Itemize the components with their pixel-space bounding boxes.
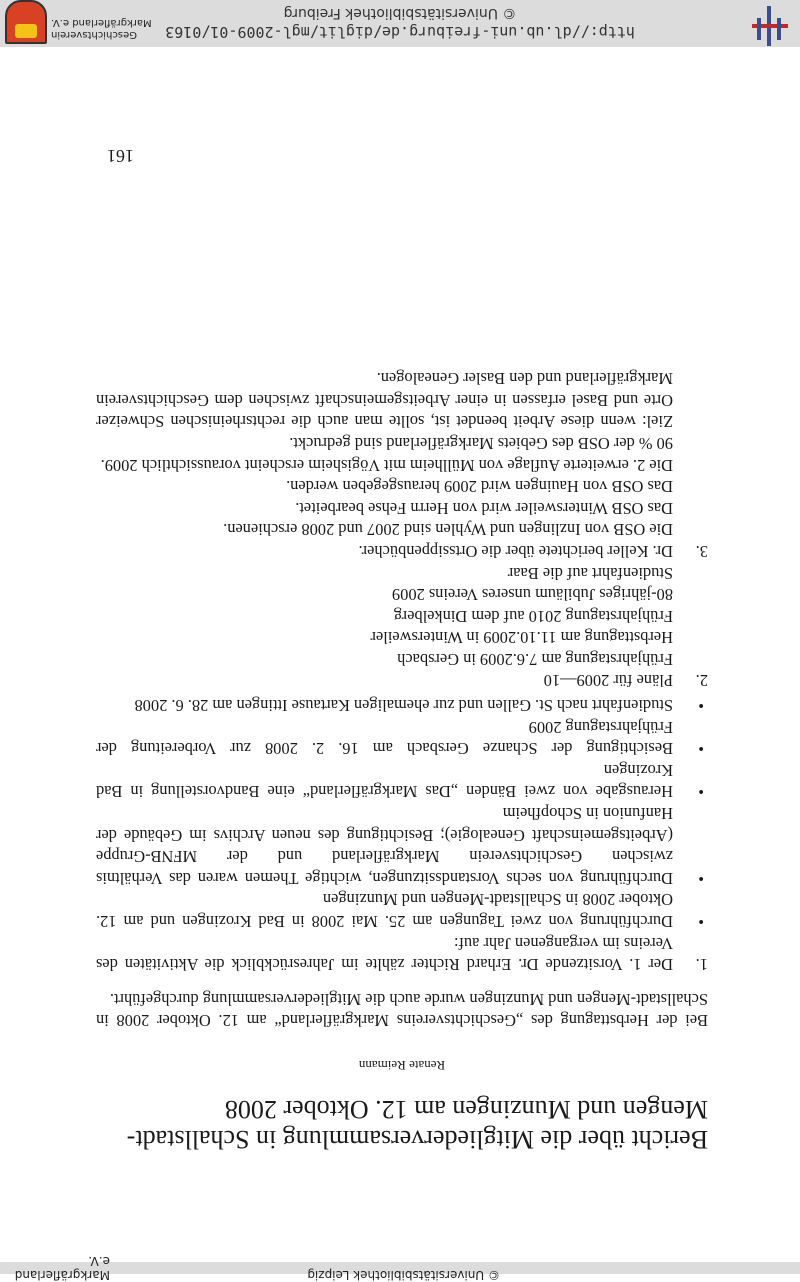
list-item: • Besichtigung der Schanze Gersbach am 16. 2. 2008 zur Vorbereitung der Frühjahrstagung 2009 (96, 716, 708, 759)
footer-society-text: Markgräflerland e.V. (14, 1254, 110, 1282)
society-name-line1: Geschichtsverein (51, 29, 137, 40)
agenda-number: 3. (695, 541, 708, 561)
library-credit: © Universitätsbibliothek Freiburg (283, 5, 517, 21)
document-link[interactable]: http://dl.ub.uni-freiburg.de/diglit/mgl-2009-01/0163 (165, 23, 635, 41)
list-item: Das OSB Wintersweiler wird von Herrn Fehse bearbeitet. (295, 498, 673, 518)
list-item: • Herausgabe von zwei Bänden „Das Markgräflerland“ eine Bandvorstellung in Bad Krozingen (96, 759, 708, 802)
footer-stamp-bar (0, 1254, 800, 1282)
activity-list (96, 695, 708, 933)
article-author: Renate Reimann (358, 1058, 446, 1073)
article (96, 368, 708, 1154)
agenda-text: Der 1. Vorsitzende Dr. Erhard Richter zählte im Jahresrückblick die Aktivitäten des Vereins im vergangenen Jahr auf: (96, 933, 673, 975)
agenda-text: Pläne für 2009—10 (543, 671, 673, 691)
crest-logo-icon (5, 0, 47, 44)
list-item: Frühjahrstagung am 7.6.2009 in Gersbach (397, 649, 673, 669)
list-item: Das OSB von Hauingen wird 2009 herausgegeben werden. (286, 477, 673, 497)
agenda-number: 1. (695, 955, 708, 975)
list-item: • Studienfahrt nach St. Gallen und zur ehemaligen Kartause Ittingen am 28. 6. 2008 (96, 695, 708, 717)
article-title: Bericht über die Mitgliederversammlung in Schallstadt-Mengen und Munzingen am 12. Oktober 2008 (126, 1095, 708, 1154)
society-name-line2: Markgräflerland e.V. (51, 17, 152, 28)
osb-report-list (96, 368, 673, 541)
agenda-item (96, 562, 708, 692)
society-name (51, 16, 155, 40)
footer-library-text: © Universitätsbibliothek Leipzig (307, 1268, 500, 1282)
list-item: Herbsttagung am 11.10.2009 in Wintersweiler (370, 628, 673, 648)
plans-list (96, 562, 673, 670)
agenda-item (96, 695, 708, 976)
article-intro: Bei der Herbsttagung des „Geschichtsvereins Markgräflerland“ am 12. Oktober 2008 in Schallstadt-Mengen und Munzingen wurde auch die Mitgliederversammlung durchgeführt. (96, 989, 708, 1031)
list-item: Frühjahrstagung 2010 auf dem Dinkelberg (393, 606, 673, 626)
list-item: • Durchführung von sechs Vorstandssitzungen, wichtige Themen waren das Verhältnis zwischen Geschichtsverein Markgräflerland und der MFNB-Gruppe (Arbeitsgemeinschaft Genealogie); Besichtigung des neuen Archivs im Gebäude der Hanfunion in Schopfheim (96, 802, 708, 888)
agenda-text: Dr. Keller berichtete über die Ortssippenbücher. (358, 541, 673, 561)
list-item: Die OSB von Inzlingen und Wyhlen sind 2007 und 2008 erschienen. (223, 520, 673, 540)
list-item: 80-jähriges Jubiläum unseres Vereins 2009 (391, 585, 673, 605)
list-item: Ziel: wenn diese Arbeit beendet ist, sollte man auch die rechtsrheinischen Schweizer Orte und Basel erfassen in einer Arbeitsgemeinschaft zwischen dem Geschichtsverein Markgräflerland und den Basler Genealogen. (96, 369, 673, 432)
list-item: • Durchführung von zwei Tagungen am 25. Mai 2008 in Bad Krozingen und am 12. Oktober 2008 in Schallstadt-Mengen und Munzingen (96, 889, 708, 932)
page-number: 161 (107, 146, 134, 166)
list-item: 90 % der OSB des Gebiets Markgräflerland sind gedruckt. (289, 433, 673, 453)
agenda-number: 2. (695, 671, 708, 691)
list-item: Die 2. erweiterte Auflage von Müllheim mit Vögisheim erscheint voraussichtlich 2009. (100, 455, 673, 475)
agenda-list (96, 368, 708, 976)
agenda-item (96, 368, 708, 562)
list-item: Studienfahrt auf die Baar (507, 563, 673, 583)
